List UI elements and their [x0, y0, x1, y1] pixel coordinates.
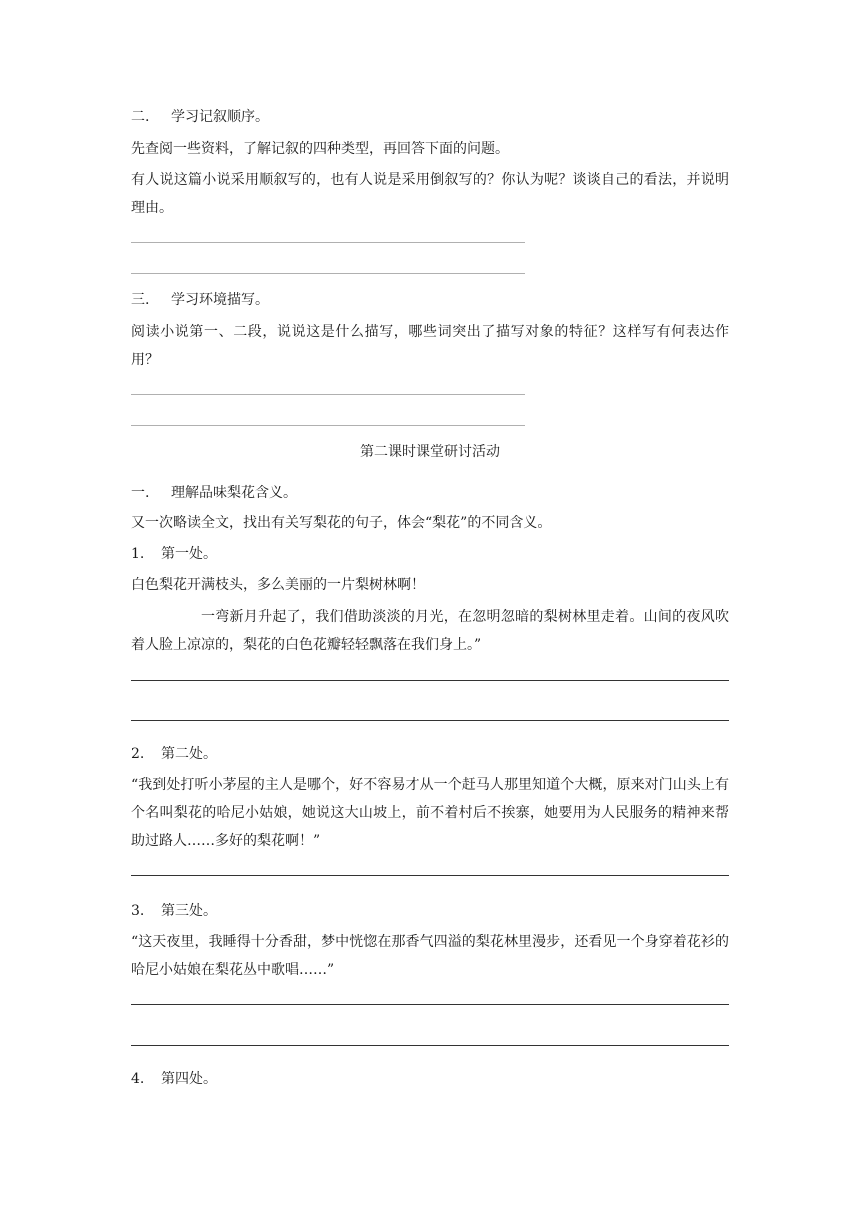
item3-quote: “这天夜里，我睡得十分香甜，梦中恍惚在那香气四溢的梨花林里漫步，还看见一个身穿着花衫的哈尼小姑娘在梨花丛中歌唱……”	[131, 934, 729, 978]
item3-heading	[131, 901, 217, 921]
item1-number: 1.	[131, 546, 145, 562]
item4-heading	[131, 1069, 217, 1089]
answer-line	[131, 1045, 729, 1046]
item2-heading	[131, 744, 217, 764]
item1-quote: 一弯新月升起了，我们借助淡淡的月光，在忽明忽暗的梨树林里走着。山间的夜风吹着人脸上凉凉的，梨花的白色花瓣轻轻飘落在我们身上。”	[131, 609, 729, 653]
answer-line	[131, 680, 729, 681]
section3-question: 阅读小说第一、二段，说说这是什么描写，哪些词突出了描写对象的特征？这样写有何表达作用？	[131, 324, 729, 368]
item1-heading	[131, 544, 217, 564]
item2-label: 第二处。	[161, 746, 217, 762]
lesson2-heading: 第二课时课堂研讨活动	[360, 444, 500, 460]
answer-line	[131, 273, 525, 274]
item1-line1: 白色梨花开满枝头，多么美丽的一片梨树林啊！	[131, 577, 425, 593]
part1-intro: 又一次略读全文，找出有关写梨花的句子，体会“梨花”的不同含义。	[131, 515, 552, 531]
section2-intro: 先查阅一些资料，了解记叙的四种类型，再回答下面的问题。	[131, 141, 509, 157]
item2-number: 2.	[131, 746, 145, 762]
answer-line	[131, 720, 729, 721]
item4-number: 4.	[131, 1071, 145, 1087]
section3-title: 学习环境描写。	[171, 292, 269, 308]
answer-line	[131, 394, 525, 395]
section3-number: 三.	[131, 292, 150, 308]
answer-line	[131, 242, 525, 243]
answer-line	[131, 875, 729, 876]
item1-label: 第一处。	[161, 546, 217, 562]
section2-title: 学习记叙顺序。	[171, 109, 269, 125]
part1-title: 理解品味梨花含义。	[171, 485, 297, 501]
part1-number: 一.	[131, 485, 150, 501]
item3-number: 3.	[131, 903, 145, 919]
part1-heading	[131, 483, 297, 503]
item2-quote: “我到处打听小茅屋的主人是哪个，好不容易才从一个赶马人那里知道个大概，原来对门山头上有个名叫梨花的哈尼小姑娘，她说这大山坡上，前不着村后不挨寨，她要用为人民服务的精神来帮助过路人……多好的梨花啊！”	[131, 777, 729, 849]
section2-heading	[131, 107, 269, 127]
item4-label: 第四处。	[161, 1071, 217, 1087]
answer-line	[131, 425, 525, 426]
answer-line	[131, 1004, 729, 1005]
section2-question: 有人说这篇小说采用顺叙写的，也有人说是采用倒叙写的？你认为呢？谈谈自己的看法，并说明理由。	[131, 172, 729, 216]
section2-number: 二.	[131, 109, 150, 125]
section3-heading	[131, 290, 269, 310]
item3-label: 第三处。	[161, 903, 217, 919]
